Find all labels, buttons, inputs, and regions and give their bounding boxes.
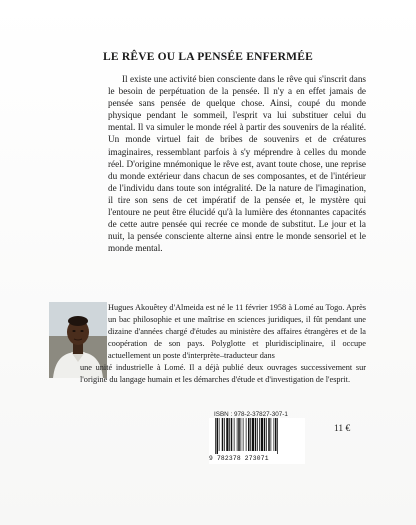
barcode-bar	[268, 418, 270, 451]
barcode-bar	[275, 418, 277, 451]
barcode-bar	[237, 418, 238, 451]
barcode-bar	[274, 418, 275, 451]
barcode-bar	[255, 418, 257, 451]
barcode	[209, 418, 305, 464]
barcode-bar	[226, 418, 228, 451]
barcode-bar	[261, 418, 263, 451]
barcode-bar	[266, 418, 267, 451]
barcode-digits: 9 782378 273071	[209, 455, 269, 462]
barcode-bar	[215, 418, 216, 454]
barcode-bar	[246, 418, 247, 451]
barcode-bar	[229, 418, 230, 451]
barcode-bar	[241, 418, 242, 451]
author-biography	[80, 302, 366, 386]
barcode-bar	[238, 418, 240, 451]
barcode-bar	[217, 418, 219, 454]
barcode-icon	[214, 418, 300, 454]
barcode-bar	[219, 418, 220, 451]
barcode-bar	[222, 418, 224, 451]
barcode-bar	[224, 418, 225, 451]
barcode-bar	[234, 418, 235, 451]
barcode-bar	[248, 418, 250, 451]
barcode-bar	[257, 418, 258, 451]
barcode-bar	[277, 418, 278, 454]
barcode-bar	[243, 418, 244, 451]
barcode-bar	[271, 418, 272, 451]
barcode-bar	[259, 418, 260, 451]
book-title: LE RÊVE OU LA PENSÉE ENFERMÉE	[103, 51, 313, 63]
barcode-bar	[252, 418, 254, 451]
author-bio-part2: une unité industrielle à Lomé. Il a déjà publié deux ouvrages successivement sur l'origine du langage humain et les démarches d'étude et d'investigation de l'esprit.	[80, 363, 366, 384]
author-bio-part1: Hugues Akouêtey d'Almeida est né le 11 février 1958 à Lomé au Togo. Après un bac philosophie et une maîtrise en sciences juridiques, il fût pendant une dizaine d'années chargé d'études au ministère des affaires étrangères et de la coopération de son pays. Polyglotte et pluridisciplinaire, il occupe actuellement un poste d'interprète–traducteur dans	[108, 303, 366, 360]
barcode-bar	[231, 418, 233, 451]
price-label: 11 €	[334, 424, 351, 434]
isbn-label: ISBN : 978-2-37827-307-1	[214, 411, 288, 418]
barcode-bar	[250, 418, 251, 451]
book-summary: Il existe une activité bien consciente dans le rêve qui s'inscrit dans le besoin de perpétuation de la pensée. Il n'y a en effet jamais de pensée sans pensée de quelque chose. Ainsi, coupé du monde physique pendant le sommeil, l'esprit va lui substituer celui du mental. Il va simuler le monde réel à partir des souvenirs de la réalité. Un monde virtuel fait de bribes de souvenirs et de créatures imaginaires, ressemblant parfois à s'y méprendre à celles du monde réel. D'origine mnémonique le rêve est, avant toute chose, une reprise du monde extérieur dans chacun de ses composantes, et de l'intérieur de l'individu dans toute son intégralité. De la nature de l'imagination, il tire son sens de cet impératif de la pensée et, le mystère qui l'entoure ne peut être élucidé qu'à la lumière des étonnantes capacités de cette autre pensée qui recrée ce monde de substitut. Le jour et la nuit, la pensée consciente alterne ainsi entre le monde sensoriel et le monde mental.	[108, 74, 366, 254]
barcode-bar	[264, 418, 266, 451]
